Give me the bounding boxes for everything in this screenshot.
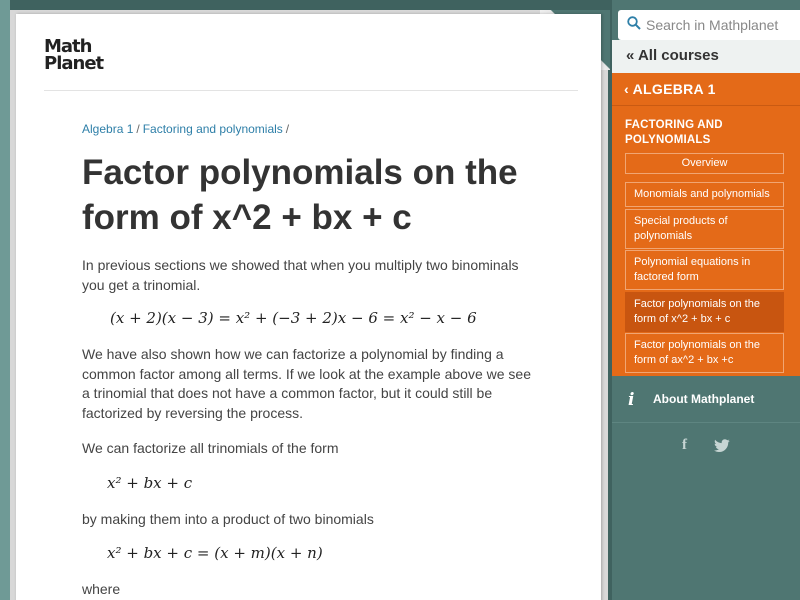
- about-mathplanet-link[interactable]: About Mathplanet: [653, 392, 755, 406]
- breadcrumb-separator: /: [136, 122, 140, 136]
- sidebar-item-monomials[interactable]: Monomials and polynomials: [625, 182, 784, 207]
- sidebar-item-polynomial-equations[interactable]: Polynomial equations in factored form: [625, 250, 784, 290]
- logo-line-1: Math: [44, 36, 92, 57]
- info-icon: i: [628, 390, 635, 410]
- paragraph-where: where: [82, 581, 121, 597]
- equation-trinomial: x² + bx + c: [107, 474, 193, 492]
- facebook-icon[interactable]: f: [682, 437, 687, 453]
- header-divider: [44, 90, 578, 91]
- breadcrumb-separator: /: [285, 122, 290, 136]
- sidebar-item-factor-ax2-bx-c[interactable]: Factor polynomials on the form of ax^2 + bx +c: [625, 333, 784, 373]
- paragraph-intro: In previous sections we showed that when you multiply two binominals you get a trinomial.: [82, 257, 519, 293]
- twitter-icon[interactable]: [713, 439, 731, 453]
- logo-line-2: Planet: [44, 53, 104, 74]
- paragraph-product: by making them into a product of two binomials: [82, 511, 374, 527]
- paragraph-trinomial-form: We can factorize all trinomials of the form: [82, 440, 339, 456]
- search-icon[interactable]: [627, 16, 641, 30]
- search-input[interactable]: [646, 15, 796, 35]
- paragraph-common-factor: We have also shown how we can factorize a polynomial by finding a common factor among all terms. If we look at the example above we see a trinomial that does not have a common factor, but it could still be factorized by reversing the process.: [82, 346, 531, 421]
- breadcrumb: [82, 122, 292, 136]
- page-title: Factor polynomials on the form of x^2 + bx + c: [82, 153, 518, 237]
- equation-product: x² + bx + c = (x + m)(x + n): [107, 544, 323, 562]
- sidebar-item-special-products[interactable]: Special products of polynomials: [625, 209, 784, 249]
- all-courses-link[interactable]: « All courses: [612, 40, 800, 73]
- social-divider: [612, 422, 800, 423]
- course-header-algebra-1[interactable]: ‹ ALGEBRA 1: [612, 73, 800, 106]
- book-spine: [0, 0, 10, 600]
- equation-expansion: (x + 2)(x − 3) = x² + (−3 + 2)x − 6 = x² − x − 6: [110, 309, 477, 327]
- overview-link[interactable]: Overview: [625, 153, 784, 174]
- breadcrumb-algebra-1[interactable]: Algebra 1: [82, 122, 134, 136]
- mathplanet-logo[interactable]: [44, 38, 114, 78]
- sidebar-item-factor-x2-bx-c[interactable]: Factor polynomials on the form of x^2 + bx + c: [625, 292, 784, 332]
- breadcrumb-factoring[interactable]: Factoring and polynomials: [142, 122, 283, 136]
- section-title[interactable]: FACTORING AND POLYNOMIALS: [625, 119, 723, 146]
